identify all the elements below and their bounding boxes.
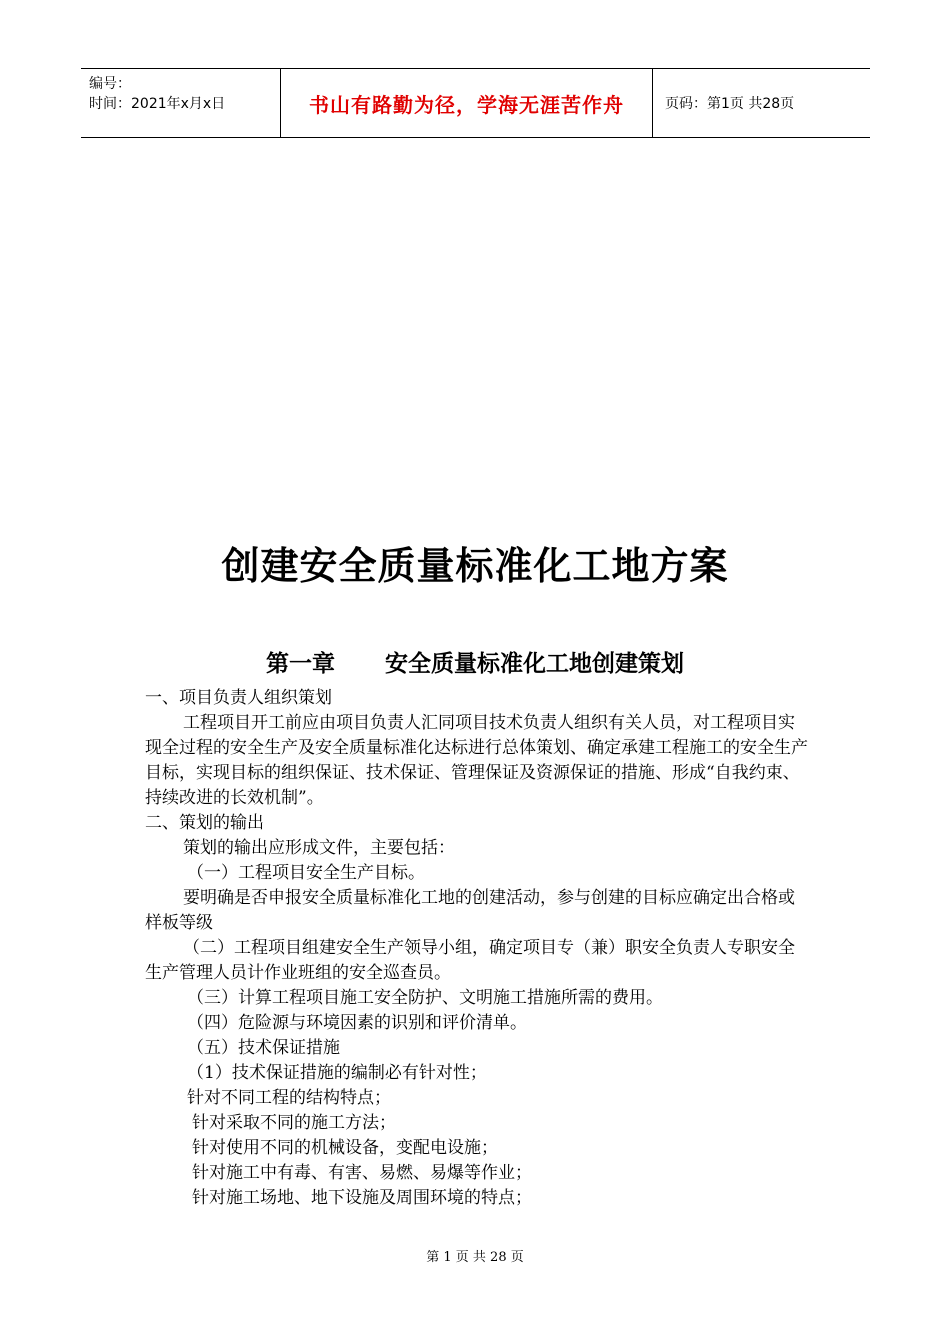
page-footer: 第 1 页 共 28 页: [426, 1250, 524, 1265]
document-header: [81, 68, 870, 138]
list-item: （1）技术保证措施的编制必有针对性；: [187, 1063, 487, 1083]
chapter-name: 安全质量标准化工地创建策划: [385, 651, 684, 677]
number-label: 编号：: [89, 76, 131, 92]
list-item: 针对施工中有毒、有害、易燃、易爆等作业；: [192, 1163, 532, 1183]
list-item: （三）计算工程项目施工安全防护、文明施工措施所需的费用。: [187, 988, 663, 1008]
list-item: （二）工程项目组建安全生产领导小组，确定项目专（兼）职安全负责人专职安全生产管理人员计作业班组的安全巡查员。: [145, 938, 795, 983]
paragraph: 要明确是否申报安全质量标准化工地的创建活动，参与创建的目标应确定出合格或样板等级: [145, 888, 795, 933]
header-page-cell: [653, 69, 870, 137]
chapter-number: 第一章: [266, 651, 335, 677]
paragraph: 策划的输出应形成文件，主要包括：: [183, 838, 455, 858]
header-meta-cell: [81, 69, 281, 137]
document-body: [145, 686, 810, 1211]
time-label: 时间：2021年x月x日: [89, 96, 226, 112]
list-item: 针对不同工程的结构特点；: [187, 1088, 391, 1108]
list-item: （一）工程项目安全生产目标。: [187, 863, 425, 883]
document-title: 创建安全质量标准化工地方案: [221, 544, 729, 588]
paragraph: 工程项目开工前应由项目负责人汇同项目技术负责人组织有关人员，对工程项目实现全过程的安全生产及安全质量标准化达标进行总体策划、确定承建工程施工的安全生产目标，实现目标的组织保证、技术保证、管理保证及资源保证的措施、形成“自我约束、持续改进的长效机制”。: [145, 713, 808, 808]
section-heading: 一、项目负责人组织策划: [145, 688, 332, 708]
list-item: 针对采取不同的施工方法；: [192, 1113, 396, 1133]
chapter-heading: [0, 645, 950, 678]
header-motto-cell: [281, 69, 653, 137]
section-heading: 二、策划的输出: [145, 813, 264, 833]
motto-text: 书山有路勤为径，学海无涯苦作舟: [309, 92, 624, 117]
page-info: 页码：第1页 共28页: [665, 96, 795, 112]
list-item: 针对施工场地、地下设施及周围环境的特点；: [192, 1188, 532, 1208]
list-item: 针对使用不同的机械设备，变配电设施；: [192, 1138, 498, 1158]
list-item: （五）技术保证措施: [187, 1038, 340, 1058]
list-item: （四）危险源与环境因素的识别和评价清单。: [187, 1013, 527, 1033]
